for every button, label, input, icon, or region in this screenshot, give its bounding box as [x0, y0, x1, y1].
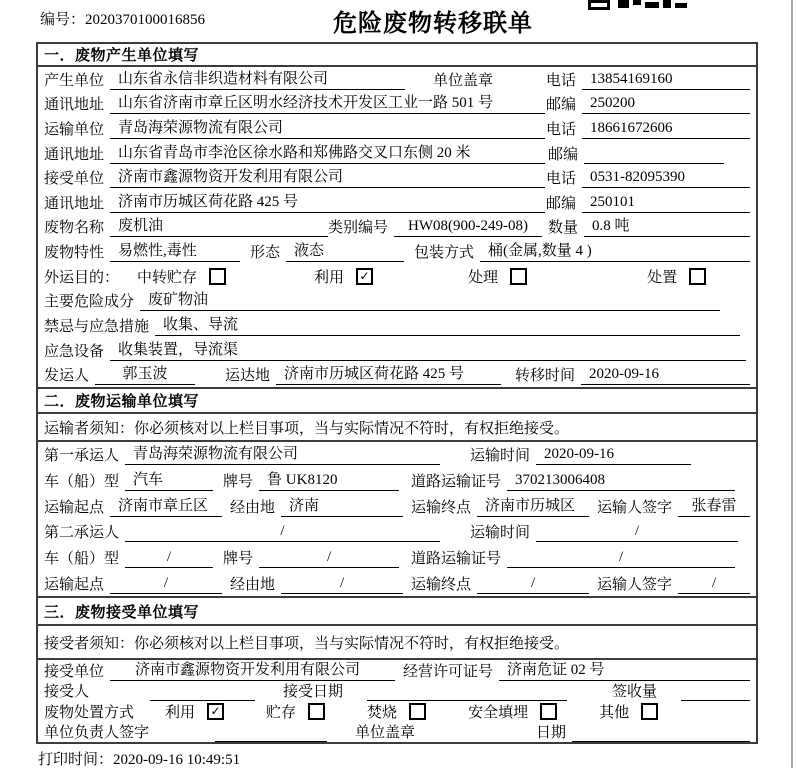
form-row [38, 67, 756, 92]
field-label: 签收量 [612, 684, 658, 701]
section-3-body [38, 660, 756, 742]
field-label: 处置 [647, 269, 678, 286]
form-row [38, 701, 756, 722]
field-label: 废物处置方式 [44, 704, 135, 721]
field-value: 370213006408 [507, 470, 735, 491]
field-label: 经由地 [230, 576, 276, 593]
field-label: 电话 [545, 72, 576, 89]
field-value: 张春雷 [678, 496, 750, 517]
field-label: 接受单位 [44, 171, 105, 188]
form-row [38, 215, 756, 240]
field-label: 利用 [165, 704, 196, 721]
field-value: 山东省青岛市李沧区徐水路和郑佛路交叉口东侧 20 米 [110, 143, 545, 164]
section-3-header: 三．废物接受单位填写 [38, 596, 756, 626]
field-label: 数量 [548, 220, 579, 237]
field-value: 济南市鑫源物资开发利用有限公司 [110, 660, 395, 681]
field-value: 济南 [281, 496, 403, 517]
field-value: 250200 [582, 93, 750, 114]
form-row [38, 442, 756, 468]
field-label: 道路运输证号 [411, 551, 502, 568]
checkbox-unchecked [689, 268, 706, 285]
form-row [38, 722, 756, 743]
field-label: 邮编 [547, 146, 578, 163]
print-time-label: 打印时间： [38, 752, 114, 768]
field-label: 运输终点 [411, 499, 472, 516]
field-label: 道路运输证号 [411, 474, 502, 490]
form-row [38, 92, 756, 117]
checkbox-unchecked [510, 268, 527, 285]
field-label: 运达地 [225, 368, 271, 385]
field-label: 应急设备 [44, 343, 105, 360]
field-label: 发运人 [44, 368, 90, 385]
form-row [38, 338, 756, 363]
form-row [38, 660, 756, 681]
checkbox-unchecked [540, 703, 557, 720]
field-label: 日期 [536, 725, 567, 742]
checkbox-unchecked [641, 703, 658, 720]
field-label: 运输单位 [44, 122, 105, 139]
field-label: 安全填埋 [468, 704, 529, 721]
form-row [38, 116, 756, 141]
serial-number [40, 8, 205, 29]
field-label: 单位盖章 [433, 72, 494, 89]
qr-code-fragment [588, 0, 688, 10]
serial-value: 2020370100016856 [85, 12, 206, 28]
field-label: 第二承运人 [44, 525, 120, 542]
field-value: 13854169160 [582, 69, 750, 90]
field-label: 电话 [545, 122, 576, 139]
field-label: 焚烧 [367, 704, 398, 721]
field-value: 0.8 吨 [584, 216, 750, 237]
field-label: 邮编 [545, 195, 576, 212]
section-2-header: 二．废物运输单位填写 [38, 387, 756, 414]
field-label: 牌号 [223, 551, 254, 568]
field-value: 济南市章丘区 [110, 496, 222, 517]
field-value: / [125, 521, 440, 542]
field-value: 2020-09-16 [581, 364, 750, 385]
field-label: 运输时间 [470, 448, 531, 465]
field-label: 废物特性 [44, 245, 105, 262]
form-row [38, 190, 756, 215]
field-value: 山东省永信非织造材料有限公司 [110, 69, 405, 90]
field-value [584, 143, 724, 164]
field-value [572, 721, 750, 742]
field-value: / [477, 573, 589, 594]
field-value: 济南危证 02 号 [499, 660, 750, 681]
field-value: 液态 [286, 241, 404, 262]
field-value: 废机油 [110, 216, 328, 237]
field-label: 车（船）型 [44, 551, 120, 568]
field-value: 收集、导流 [155, 315, 740, 336]
field-value: 鲁 UK8120 [259, 470, 399, 491]
field-label: 利用 [314, 269, 345, 286]
field-value: 收集装置，导流渠 [110, 340, 746, 361]
field-label: 处理 [468, 269, 499, 286]
checkbox-unchecked [209, 268, 226, 285]
field-value: / [678, 573, 750, 594]
field-value: 18661672606 [582, 118, 750, 139]
field-label: 运输人签字 [597, 499, 673, 516]
field-label: 中转贮存 [137, 269, 198, 286]
field-value: / [536, 521, 738, 542]
field-value: / [507, 547, 735, 568]
checkbox-unchecked [308, 703, 325, 720]
field-value [681, 680, 750, 701]
field-value: 2020-09-16 [536, 444, 691, 465]
field-value: 济南市历城区 [477, 496, 589, 517]
field-label: 禁忌与应急措施 [44, 318, 150, 335]
field-label: 包装方式 [414, 245, 475, 262]
field-label: 运输时间 [470, 525, 531, 542]
field-value: 汽车 [125, 470, 213, 491]
field-label: 贮存 [266, 704, 297, 721]
checkbox-checked: ✓ [207, 703, 224, 720]
field-value: 青岛海荣源物流有限公司 [125, 444, 440, 465]
field-label: 单位盖章 [355, 725, 416, 742]
field-label: 外运目的： [44, 269, 120, 286]
field-label: 运输起点 [44, 576, 105, 593]
section-2-body [38, 442, 756, 596]
field-label: 产生单位 [44, 72, 105, 89]
field-value: 郭玉波 [95, 364, 195, 385]
form-row [38, 141, 756, 166]
form-row [38, 468, 756, 494]
field-label: 通讯地址 [44, 195, 105, 212]
field-value: 济南市历城区荷花路 425 号 [110, 192, 545, 213]
field-label: 通讯地址 [44, 97, 105, 114]
field-value: 济南市历城区荷花路 425 号 [276, 364, 501, 385]
field-value: 济南市鑫源物资开发利用有限公司 [110, 167, 545, 188]
form-row [38, 493, 756, 519]
field-label: 其他 [599, 704, 630, 721]
field-label: 电话 [545, 171, 576, 188]
section-1-header: 一．废物产生单位填写 [38, 44, 756, 67]
field-value: / [125, 547, 213, 568]
section-3-notice: 接受者须知：你必须核对以上栏目事项，当与实际情况不符时，有权拒绝接受。 [38, 626, 756, 660]
field-value: 桶(金属,数量 4 ) [480, 241, 750, 262]
field-label: 牌号 [223, 474, 254, 490]
field-label: 接受日期 [283, 684, 344, 701]
checkbox-unchecked [409, 703, 426, 720]
field-label: 接受单位 [44, 663, 105, 680]
form-row [38, 545, 756, 571]
field-value [150, 680, 255, 701]
field-label: 运输终点 [411, 576, 472, 593]
form-row [38, 570, 756, 596]
field-value: 0531-82095390 [582, 167, 750, 188]
field-label: 运输人签字 [597, 576, 673, 593]
field-label: 形态 [250, 245, 281, 262]
field-value [215, 721, 327, 742]
field-value: HW08(900-249-08) [394, 216, 542, 237]
field-label: 废物名称 [44, 220, 105, 237]
field-label: 经营许可证号 [403, 663, 494, 680]
field-value: 易燃性,毒性 [110, 241, 240, 262]
field-label: 第一承运人 [44, 448, 120, 465]
field-value: 250101 [582, 192, 750, 213]
form-row [38, 681, 756, 702]
print-time-value: 2020-09-16 10:49:51 [113, 752, 241, 768]
form-row [38, 165, 756, 190]
serial-label: 编号： [40, 12, 86, 28]
field-label: 接受人 [44, 684, 90, 701]
checkbox-checked: ✓ [356, 268, 373, 285]
transfer-form-table [36, 42, 758, 744]
field-label: 经由地 [230, 499, 276, 516]
form-row [38, 362, 756, 387]
form-row [38, 239, 756, 264]
field-label: 车（船）型 [44, 474, 120, 490]
form-row [38, 288, 756, 313]
field-label: 邮编 [545, 97, 576, 114]
field-label: 主要危险成分 [44, 294, 135, 311]
form-row [38, 519, 756, 545]
field-value: / [110, 573, 222, 594]
page-title: 危险废物转移联单 [333, 11, 533, 37]
field-value: / [281, 573, 403, 594]
field-value: 青岛海荣源物流有限公司 [110, 118, 545, 139]
form-row [38, 264, 756, 289]
field-value: 山东省济南市章丘区明水经济技术开发区工业一路 501 号 [110, 93, 545, 114]
field-label: 转移时间 [515, 368, 576, 385]
field-value [367, 680, 567, 701]
field-label: 单位负责人签字 [44, 725, 150, 742]
section-2-notice: 运输者须知：你必须核对以上栏目事项，当与实际情况不符时，有权拒绝接受。 [38, 414, 756, 442]
field-label: 运输起点 [44, 499, 105, 516]
print-time [38, 748, 240, 769]
window-edge-line [791, 0, 793, 768]
field-label: 类别编号 [328, 220, 389, 237]
form-row [38, 313, 756, 338]
section-1-body [38, 67, 756, 387]
field-value: / [259, 547, 399, 568]
field-value: 废矿物油 [140, 290, 720, 311]
field-label: 通讯地址 [44, 146, 105, 163]
